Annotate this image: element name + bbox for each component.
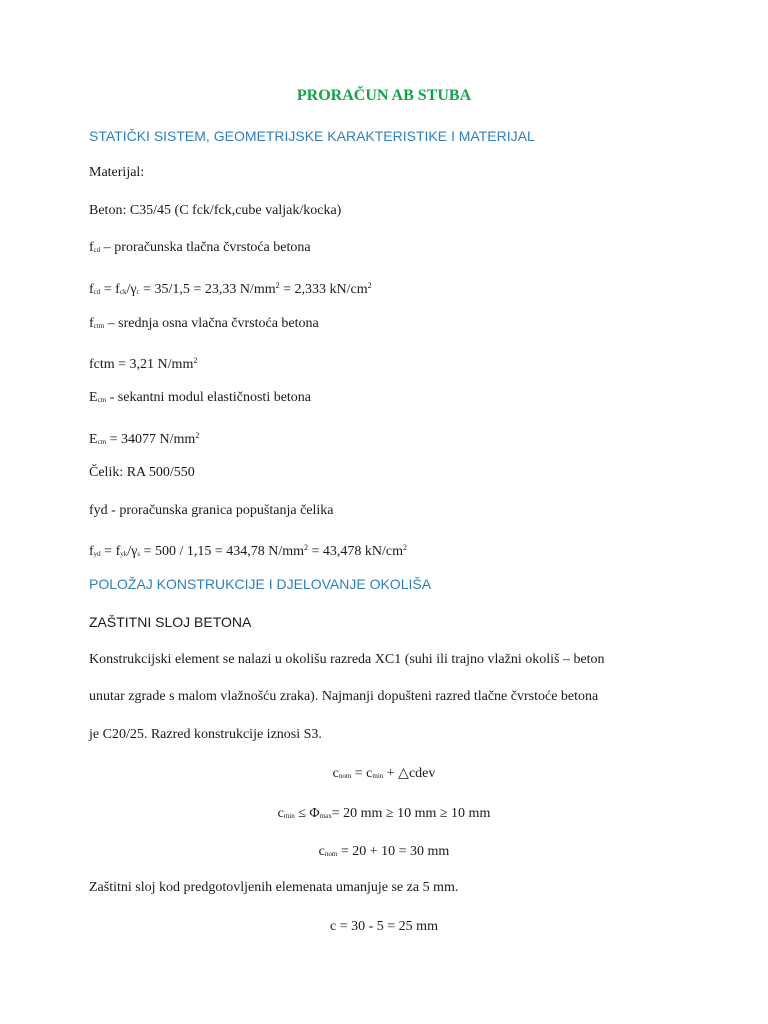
- eq-term: = 500 / 1,15 = 434,78 N/mm: [140, 544, 305, 559]
- eq-term: = f: [100, 544, 121, 559]
- eq-superscript: 2: [367, 281, 372, 290]
- eq-subscript: min: [283, 812, 295, 820]
- fctm-description: [89, 315, 319, 335]
- fcd-description: [89, 239, 311, 259]
- fyd-equation: [89, 539, 407, 563]
- eq-term: = 20 + 10 = 30 mm: [337, 844, 450, 859]
- celik-line: Čelik: RA 500/550: [89, 465, 195, 480]
- fctm-subscript: ctm: [93, 322, 105, 330]
- eq-superscript: 2: [275, 281, 280, 290]
- fctm-equation: [89, 352, 197, 374]
- eq-subscript: c: [136, 288, 140, 296]
- eq-superscript: 2: [193, 356, 198, 365]
- fctm-symbol: f: [89, 316, 94, 331]
- fctm-description-text: – srednja osna vlačna čvrstoća betona: [104, 316, 319, 331]
- eq-subscript: cd: [93, 288, 101, 296]
- eq-superscript: 2: [403, 543, 408, 552]
- paragraph-line-1: Konstrukcijski element se nalazi u okolišu razreda XC1 (suhi ili trajno vlažni okoliš – beton: [89, 652, 605, 667]
- eq-subscript: yd: [93, 550, 101, 558]
- ecm-equation: [89, 427, 199, 451]
- eq-subscript: ck: [119, 288, 127, 296]
- materijal-label: Materijal:: [89, 165, 145, 180]
- fcd-description-text: – proračunska tlačna čvrstoća betona: [100, 240, 311, 255]
- eq-term: = 35/1,5 = 23,33 N/mm: [139, 282, 276, 297]
- eq-term: f: [89, 282, 94, 297]
- ecm-subscript: cm: [97, 396, 107, 404]
- eq-subscript: s: [137, 550, 141, 558]
- eq-term: = 20 mm ≥ 10 mm ≥ 10 mm: [331, 806, 491, 821]
- eq-term: = f: [100, 282, 120, 297]
- section-heading-environment: POLOŽAJ KONSTRUKCIJE I DJELOVANJE OKOLIŠA: [89, 576, 432, 592]
- cmin-formula: [0, 805, 768, 825]
- paragraph-prefab-reduction: Zaštitni sloj kod predgotovljenih elemenata umanjuje se za 5 mm.: [89, 880, 459, 895]
- eq-term: E: [89, 432, 98, 447]
- c-final-formula: c = 30 - 5 = 25 mm: [330, 919, 438, 934]
- ecm-symbol: E: [89, 390, 98, 405]
- paragraph-line-2: unutar zgrade s malom vlažnošću zraka). Najmanji dopušteni razred tlačne čvrstoće betona: [89, 689, 599, 704]
- eq-subscript: nom: [324, 850, 338, 858]
- cnom-formula: [0, 765, 768, 785]
- eq-superscript: 2: [304, 543, 309, 552]
- eq-term: c: [318, 844, 325, 859]
- fcd-equation: [89, 277, 372, 301]
- beton-line: Beton: C35/45 (C fck/fck,cube valjak/kocka): [89, 203, 342, 218]
- eq-term: = 43,478 kN/cm: [308, 544, 404, 559]
- fcd-subscript: cd: [93, 246, 101, 254]
- eq-subscript: cm: [97, 438, 107, 446]
- paragraph-line-3: je C20/25. Razred konstrukcije iznosi S3.: [89, 727, 322, 742]
- fcd-symbol: f: [89, 240, 94, 255]
- eq-subscript: max: [319, 812, 332, 820]
- eq-term: /γ: [127, 544, 138, 559]
- eq-term: fctm = 3,21 N/mm: [89, 357, 194, 372]
- eq-term: /γ: [126, 282, 137, 297]
- eq-term: c: [332, 766, 339, 781]
- ecm-description: [89, 389, 311, 409]
- eq-subscript: yk: [120, 550, 128, 558]
- eq-term: = 2,333 kN/cm: [279, 282, 368, 297]
- document-title: PRORAČUN AB STUBA: [296, 87, 472, 104]
- subsection-heading-cover: ZAŠTITNI SLOJ BETONA: [89, 614, 252, 630]
- eq-term: + △cdev: [383, 766, 436, 781]
- eq-term: c: [277, 806, 284, 821]
- section-heading-static-system: STATIČKI SISTEM, GEOMETRIJSKE KARAKTERISTIKE I MATERIJAL: [89, 128, 535, 144]
- eq-superscript: 2: [195, 431, 200, 440]
- eq-term: f: [89, 544, 94, 559]
- ecm-description-text: - sekantni modul elastičnosti betona: [106, 390, 312, 405]
- fyd-description: fyd - proračunska granica popuštanja čelika: [89, 503, 334, 518]
- eq-term: ≤ Φ: [294, 806, 320, 821]
- eq-subscript: min: [372, 772, 384, 780]
- eq-subscript: nom: [338, 772, 352, 780]
- cnom-value-formula: [0, 843, 768, 863]
- eq-term: = 34077 N/mm: [106, 432, 196, 447]
- eq-term: = c: [351, 766, 373, 781]
